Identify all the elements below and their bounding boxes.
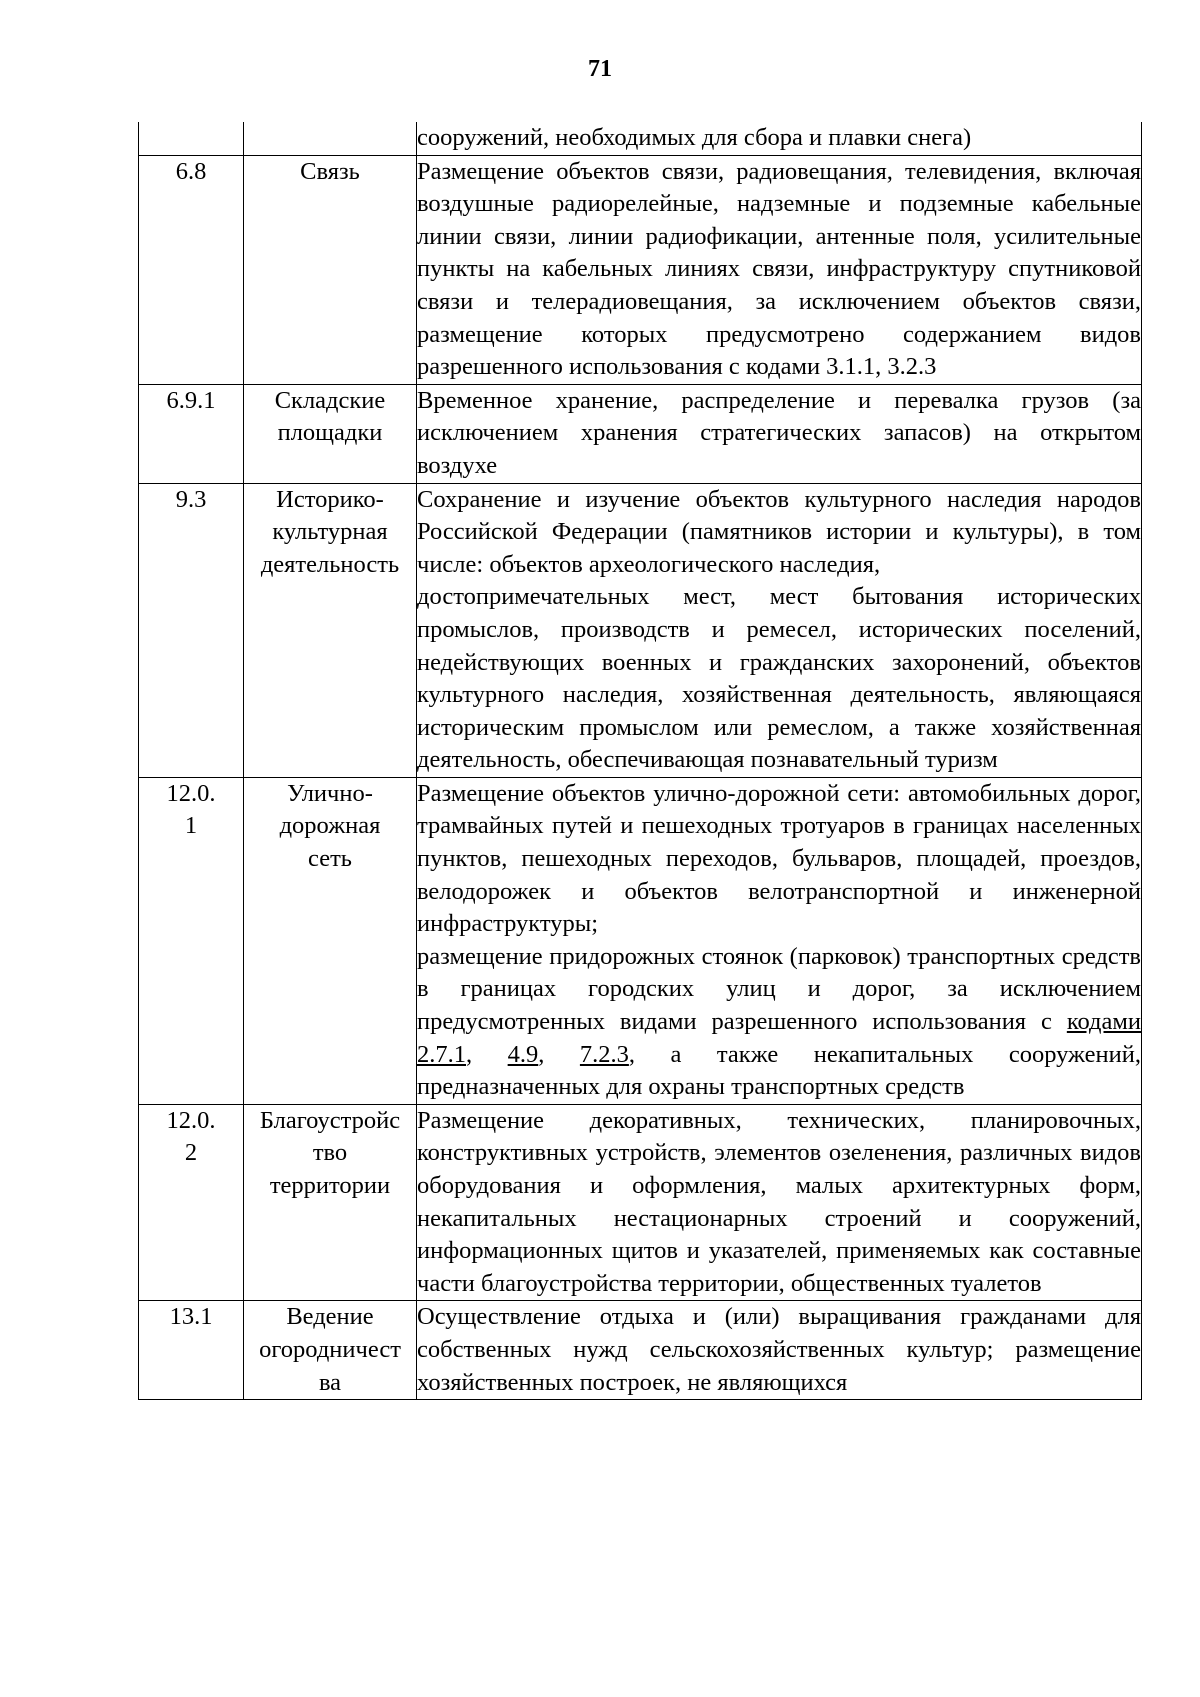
name-cell <box>244 155 417 384</box>
separator: , <box>466 1040 508 1068</box>
name-text: Благоустройс <box>259 1106 401 1134</box>
description-text: Осуществление отдыха и (или) выращивания гражданами для собственных нужд сельскохозяйственных культур; размещение хозяйственных построек, не являющихся <box>417 1303 1141 1396</box>
name-text: Историко- <box>276 485 384 513</box>
name-text: ва <box>318 1368 342 1396</box>
description-text: Сохранение и изучение объектов культурного наследия народов Российской Федерации (памятников истории и культуры), в том числе: объектов археологического наследия, <box>417 485 1141 578</box>
code-text: 2 <box>184 1139 198 1167</box>
code-cell <box>139 1301 244 1400</box>
code-cell <box>139 122 244 155</box>
table-row <box>139 384 1142 483</box>
table-row <box>139 155 1142 384</box>
table-row <box>139 483 1142 777</box>
description-cell <box>417 483 1142 777</box>
name-cell <box>244 777 417 1104</box>
code-cell <box>139 777 244 1104</box>
code-link-2-7-1[interactable]: кодами 2.7.1 <box>417 1008 1141 1068</box>
description-segment: размещение придорожных стоянок (парковок) транспортных средств в границах городских улиц и дорог, за исключением предусмотренных видами разрешенного использования с <box>417 942 1141 1036</box>
code-text: 6.9.1 <box>166 386 216 414</box>
table-row <box>139 1301 1142 1400</box>
name-text: культурная <box>272 518 388 546</box>
description-cell <box>417 777 1142 1104</box>
description-text: Размещение декоративных, технических, планировочных, конструктивных устройств, элементов озеленения, различных видов оборудования и оформления, малых архитектурных форм, некапитальных нестационарных строений и сооружений, информационных щитов и указателей, применяемых как составные части благоустройства территории, общественных туалетов <box>417 1106 1141 1297</box>
name-cell <box>244 1301 417 1400</box>
description-text: Размещение объектов связи, радиовещания, телевидения, включая воздушные радиорелейные, надземные и подземные кабельные линии связи, линии радиофикации, антенные поля, усилительные пункты на кабельных линиях связи, инфраструктуру спутниковой связи и телерадиовещания, за исключением объектов связи, размещение которых предусмотрено содержанием видов разрешенного использования с кодами 3.1.1, 3.2.3 <box>417 157 1141 381</box>
name-text: деятельность <box>260 550 400 578</box>
page-number: 71 <box>588 56 612 82</box>
name-text: дорожная <box>279 812 381 840</box>
code-text: 12.0. <box>166 779 216 807</box>
code-cell <box>139 1104 244 1301</box>
description-cell <box>417 384 1142 483</box>
table-row <box>139 777 1142 1104</box>
code-cell <box>139 483 244 777</box>
description-text <box>417 941 1141 1104</box>
description-cell <box>417 122 1142 155</box>
name-cell <box>244 1104 417 1301</box>
code-text: 9.3 <box>175 485 207 513</box>
description-cell <box>417 1104 1142 1301</box>
name-text: территории <box>269 1172 391 1199</box>
code-text: 13.1 <box>169 1303 213 1331</box>
description-cell <box>417 1301 1142 1400</box>
description-text: Временное хранение, распределение и перевалка грузов (за исключением хранения стратегических запасов) на открытом воздухе <box>417 386 1141 479</box>
name-text: огородничест <box>259 1335 401 1363</box>
name-text: Ведение <box>286 1303 374 1331</box>
code-link-7-2-3[interactable]: 7.2.3 <box>579 1040 629 1068</box>
description-text: сооружений, необходимых для сбора и плавки снега) <box>417 124 972 151</box>
land-use-table <box>138 122 1142 1400</box>
code-cell <box>139 155 244 384</box>
name-cell <box>244 384 417 483</box>
table-row <box>139 1104 1142 1301</box>
table-row <box>139 122 1142 155</box>
name-cell <box>244 483 417 777</box>
name-text: тво <box>312 1139 348 1167</box>
separator: , <box>538 1040 580 1068</box>
code-link-4-9[interactable]: 4.9 <box>507 1040 539 1068</box>
code-cell <box>139 384 244 483</box>
code-text: 1 <box>184 812 198 840</box>
name-text: Улично- <box>287 779 373 807</box>
name-text: площадки <box>277 419 383 447</box>
name-text: Складские <box>274 386 386 414</box>
name-cell <box>244 122 417 155</box>
description-cell <box>417 155 1142 384</box>
code-text: 6.8 <box>175 157 207 185</box>
code-text: 12.0. <box>166 1106 216 1134</box>
description-text: Размещение объектов улично-дорожной сети: автомобильных дорог, трамвайных путей и пешеходных тротуаров в границах населенных пунктов, пешеходных переходов, бульваров, площадей, проездов, велодорожек и объектов велотранспортной и инженерной инфраструктуры; <box>417 779 1141 938</box>
name-text: сеть <box>308 845 352 873</box>
description-segment: , а также некапитальных сооружений, предназначенных для охраны транспортных средств <box>417 1040 1141 1101</box>
description-text: достопримечательных мест, мест бытования исторических промыслов, производств и ремесел, исторических поселений, недействующих военных и гражданских захоронений, объектов культурного наследия, хозяйственная деятельность, являющаяся историческим промыслом или ремеслом, а также хозяйственная деятельность, обеспечивающая познавательный туризм <box>417 583 1141 774</box>
name-text: Связь <box>300 157 360 185</box>
